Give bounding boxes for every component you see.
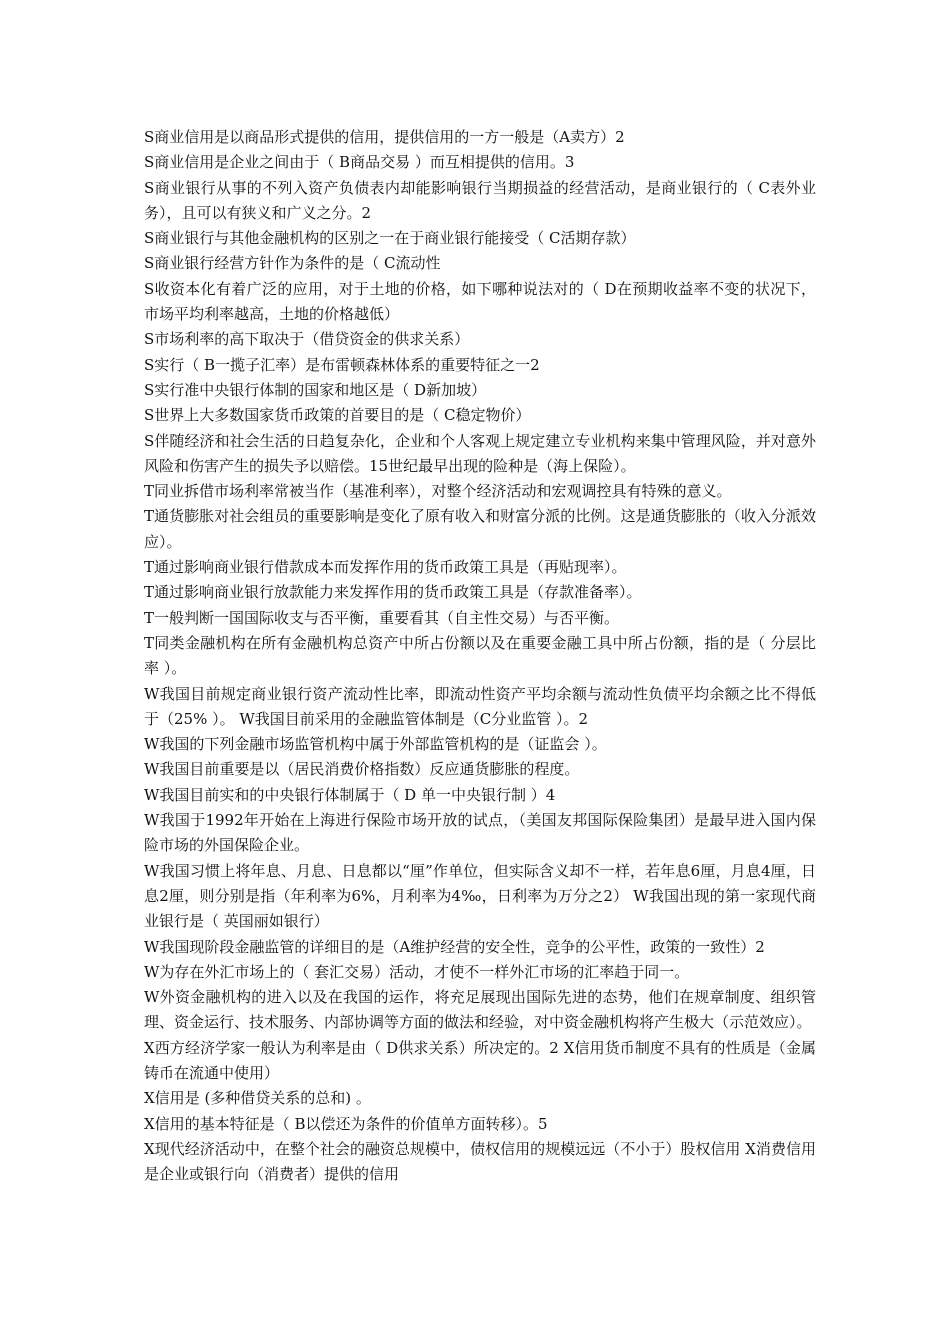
paragraph: T通过影响商业银行放款能力来发挥作用的货币政策工具是（存款准备率）。: [144, 583, 642, 602]
paragraph: W我国现阶段金融监管的详细目的是（A维护经营的安全性，竞争的公平性，政策的一致性）2: [144, 937, 765, 956]
paragraph: T一般判断一国国际收支与否平衡，重要看其（自主性交易）与否平衡。: [144, 608, 620, 627]
paragraph: W我国目前规定商业银行资产流动性比率，即流动性资产平均余额与流动性负债平均余额之比不得低于（25% ）。 W我国目前采用的金融监管体制是（C分业监管 ）。2: [144, 684, 816, 728]
paragraph: S收资本化有着广泛的应用，对于土地的价格，如下哪种说法对的（ D在预期收益率不变的状况下，市场平均利率越高，土地的价格越低）: [144, 279, 816, 324]
paragraph: W我国于1992年开始在上海进行保险市场开放的试点，（美国友邦国际保险集团）是最早进入国内保险市场的外国保险企业。: [144, 811, 816, 855]
paragraph: X信用的基本特征是（ B以偿还为条件的价值单方面转移）。5: [144, 1114, 548, 1133]
paragraph: S世界上大多数国家货币政策的首要目的是（ C稳定物价）: [144, 406, 531, 425]
paragraph: W我国的下列金融市场监管机构中属于外部监管机构的是（证监会 ）。: [144, 735, 607, 754]
paragraph: S实行准中央银行体制的国家和地区是（ D新加坡）: [144, 380, 487, 399]
paragraph: X西方经济学家一般认为利率是由（ D供求关系）所决定的。2 X信用货币制度不具有的性质是（金属铸币在流通中使用）: [144, 1038, 816, 1082]
paragraph: S商业银行与其他金融机构的区别之一在于商业银行能接受（ C活期存款）: [144, 229, 636, 248]
paragraph: T通过影响商业银行借款成本而发挥作用的货币政策工具是（再贴现率）。: [144, 558, 627, 577]
paragraph: X信用是 (多种借贷关系的总和) 。: [144, 1089, 371, 1108]
paragraph: W为存在外汇市场上的（ 套汇交易）活动，才使不一样外汇市场的汇率趋于同一。: [144, 962, 690, 981]
paragraph: T同类金融机构在所有金融机构总资产中所占份额以及在重要金融工具中所占份额，指的是（ 分层比率 ）。: [144, 633, 816, 678]
paragraph: S实行（ B一揽子汇率）是布雷顿森林体系的重要特征之一2: [144, 355, 540, 374]
paragraph: S商业银行从事的不列入资产负债表内却能影响银行当期损益的经营活动，是商业银行的（ C表外业务），且可以有狭义和广义之分。2: [144, 178, 816, 222]
paragraph: X现代经济活动中，在整个社会的融资总规模中，债权信用的规模远远（不小于）股权信用 X消费信用是企业或银行向（消费者）提供的信用: [144, 1139, 816, 1184]
paragraph: S伴随经济和社会生活的日趋复杂化，企业和个人客观上规定建立专业机构来集中管理风险，并对意外风险和伤害产生的损失予以赔偿。15世纪最早出现的险种是（海上保险）。: [144, 431, 816, 475]
paragraph: S市场利率的高下取决于（借贷资金的供求关系）: [144, 330, 470, 349]
paragraph: W我国目前重要是以（居民消费价格指数）反应通货膨胀的程度。: [144, 760, 580, 779]
paragraph: S商业信用是以商品形式提供的信用，提供信用的一方一般是（A卖方）2: [144, 128, 625, 146]
paragraph: W我国习惯上将年息、月息、日息都以“厘”作单位，但实际含义却不一样，若年息6厘，月息4厘，日息2厘，则分别是指（年利率为6%，月利率为4‰，日利率为万分之2） W我国出现的第一家现代商业银行是（ 英国丽如银行）: [144, 861, 816, 931]
paragraph: S商业银行经营方针作为条件的是（ C流动性: [144, 254, 441, 273]
document-body: [144, 125, 816, 1187]
paragraph: T通货膨胀对社会组员的重要影响是变化了原有收入和财富分派的比例。这是通货膨胀的（收入分派效应）。: [144, 507, 816, 551]
paragraph: S商业信用是企业之间由于（ B商品交易 ）而互相提供的信用。3: [144, 153, 575, 172]
paragraph: W外资金融机构的进入以及在我国的运作，将充足展现出国际先进的态势，他们在规章制度、组织管理、资金运行、技术服务、内部协调等方面的做法和经验，对中资金融机构将产生极大（示范效应）。: [144, 988, 816, 1032]
paragraph: T同业拆借市场利率常被当作（基准利率），对整个经济活动和宏观调控具有特殊的意义。: [144, 482, 732, 501]
paragraph: W我国目前实和的中央银行体制属于（ D 单一中央银行制 ）4: [144, 785, 556, 804]
